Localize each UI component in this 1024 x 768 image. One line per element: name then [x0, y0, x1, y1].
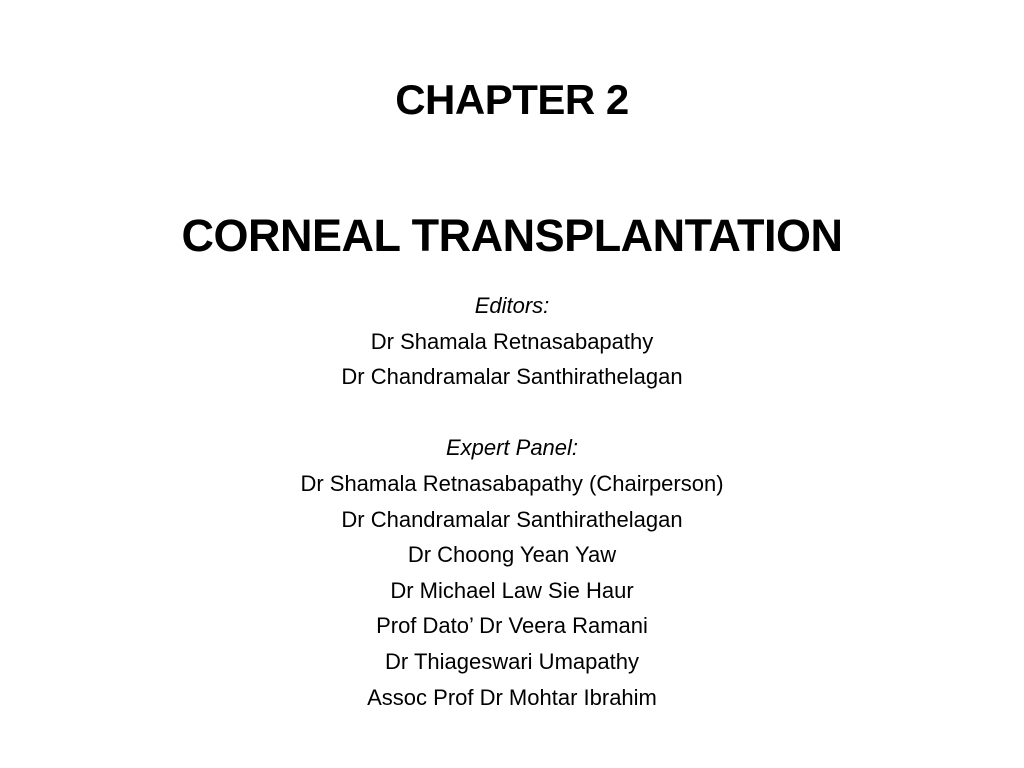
panel-member: Dr Chandramalar Santhirathelagan [341, 506, 683, 532]
panel-member: Assoc Prof Dr Mohtar Ibrahim [367, 684, 657, 710]
panel-member: Dr Michael Law Sie Haur [390, 577, 634, 603]
editor-name: Dr Chandramalar Santhirathelagan [341, 364, 683, 390]
panel-member: Dr Shamala Retnasabapathy (Chairperson) [300, 470, 724, 496]
editor-name: Dr Shamala Retnasabapathy [370, 328, 654, 354]
expert-panel-label: Expert Panel: [445, 435, 579, 461]
panel-member: Dr Choong Yean Yaw [407, 542, 617, 568]
editors-label: Editors: [474, 293, 550, 318]
panel-member: Dr Thiageswari Umapathy [385, 648, 639, 674]
section-spacer [0, 395, 1024, 431]
credits-block [0, 288, 1024, 715]
chapter-heading: CHAPTER 2 [395, 76, 629, 123]
panel-member: Prof Dato’ Dr Veera Ramani [376, 613, 648, 639]
page-title: CORNEAL TRANSPLANTATION [181, 210, 843, 261]
